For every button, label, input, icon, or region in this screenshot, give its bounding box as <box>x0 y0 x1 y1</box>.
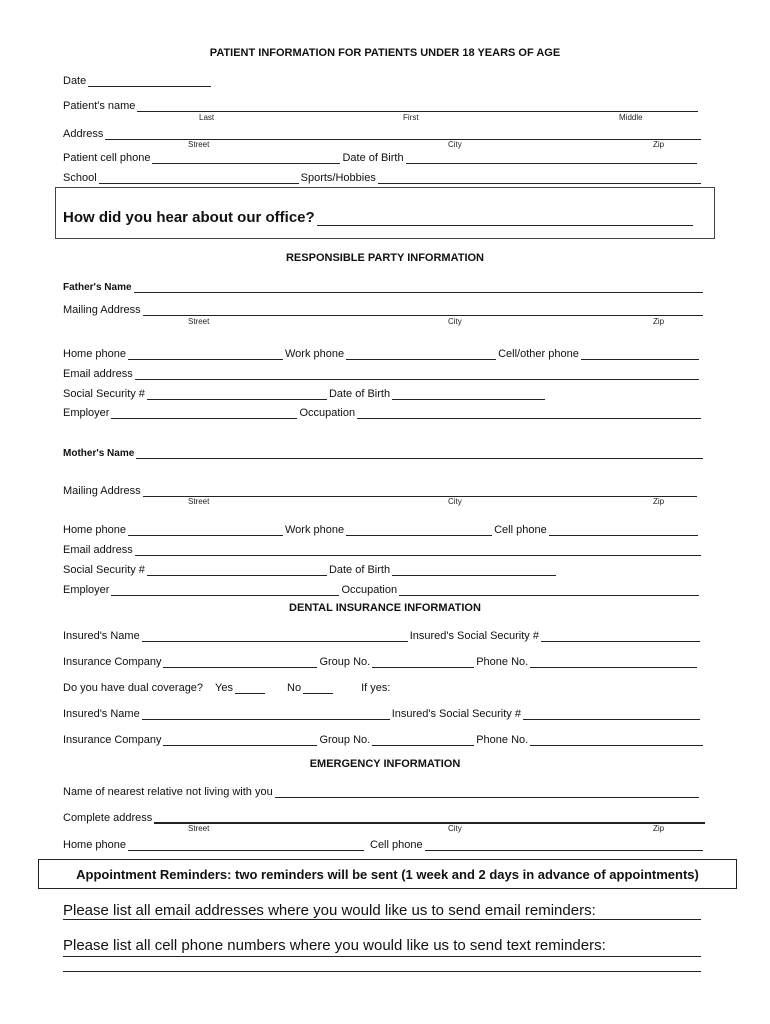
form-title: PATIENT INFORMATION FOR PATIENTS UNDER 18 YEARS OF AGE <box>209 47 561 59</box>
father-street-sublabel: Street <box>188 317 210 326</box>
mother-employer-row <box>63 582 701 596</box>
city-sublabel: City <box>448 140 462 149</box>
address-label: Address <box>63 128 104 140</box>
father-occupation-field[interactable] <box>357 407 701 419</box>
email-reminders-field-1[interactable] <box>63 919 701 920</box>
phone-no2-label: Phone No. <box>476 734 529 746</box>
insured1-ssn-field[interactable] <box>541 630 700 642</box>
father-name-row <box>63 279 705 293</box>
mother-mailing-row <box>63 483 699 497</box>
insured1-ssn-label: Insured's Social Security # <box>409 630 539 642</box>
mother-name-row <box>63 445 705 459</box>
insured2-name-label: Insured's Name <box>63 708 140 720</box>
group-no2-field[interactable] <box>372 734 474 746</box>
father-zip-sublabel: Zip <box>653 317 665 326</box>
ins-company2-row <box>63 732 705 746</box>
father-phones-row <box>63 346 701 360</box>
relative-label: Name of nearest relative not living with you <box>63 786 273 798</box>
school-field[interactable] <box>99 172 299 184</box>
father-cell-label: Cell/other phone <box>498 348 579 360</box>
referral-row <box>63 209 695 226</box>
responsible-heading: RESPONSIBLE PARTY INFORMATION <box>285 252 484 264</box>
patient-cell-row <box>63 150 699 164</box>
father-ssn-field[interactable] <box>147 388 327 400</box>
mother-name-label: Mother's Name <box>63 448 135 459</box>
ins-company1-row <box>63 654 699 668</box>
patient-cell-field[interactable] <box>152 152 340 164</box>
father-mailing-label: Mailing Address <box>63 304 141 316</box>
relative-row <box>63 784 701 798</box>
text-reminders-label: Please list all cell phone numbers where you would like us to send text reminders: <box>63 937 606 954</box>
ins-company2-label: Insurance Company <box>63 734 162 746</box>
mother-name-field[interactable] <box>136 447 703 459</box>
ins-company1-field[interactable] <box>163 656 317 668</box>
father-work-phone-field[interactable] <box>346 348 496 360</box>
mother-city-sublabel: City <box>448 497 462 506</box>
father-employer-label: Employer <box>63 407 110 419</box>
email-reminders-label: Please list all email addresses where you would like us to send email reminders: <box>63 902 596 919</box>
reminders-label: Appointment Reminders: two reminders will be sent (1 week and 2 days in advance of appointments) <box>76 866 699 882</box>
dual-no-field[interactable] <box>303 682 333 694</box>
mother-street-sublabel: Street <box>188 497 210 506</box>
group-no1-field[interactable] <box>372 656 474 668</box>
father-dob-label: Date of Birth <box>328 388 391 400</box>
mother-employer-label: Employer <box>63 584 110 596</box>
relative-field[interactable] <box>275 786 699 798</box>
ins-company1-label: Insurance Company <box>63 656 162 668</box>
date-field[interactable] <box>88 75 211 87</box>
date-row <box>63 73 213 87</box>
father-ssn-label: Social Security # <box>63 388 145 400</box>
text-reminders-field-2[interactable] <box>63 971 701 972</box>
father-mailing-field[interactable] <box>143 304 703 316</box>
emergency-cell-label: Cell phone <box>370 839 423 851</box>
address-row <box>63 126 703 140</box>
date-label: Date <box>63 75 87 87</box>
mother-ssn-label: Social Security # <box>63 564 145 576</box>
ins-company2-field[interactable] <box>163 734 317 746</box>
emergency-heading: EMERGENCY INFORMATION <box>309 758 461 770</box>
insured2-ssn-field[interactable] <box>523 708 700 720</box>
mother-phones-row <box>63 522 700 536</box>
father-home-phone-label: Home phone <box>63 348 126 360</box>
mother-dob-field[interactable] <box>392 564 556 576</box>
mother-email-label: Email address <box>63 544 133 556</box>
patient-dob-label: Date of Birth <box>342 152 404 164</box>
group-no2-label: Group No. <box>319 734 371 746</box>
father-name-field[interactable] <box>134 281 703 293</box>
text-reminders-field-1[interactable] <box>63 956 701 957</box>
mother-home-phone-field[interactable] <box>128 524 283 536</box>
mother-employer-field[interactable] <box>111 584 339 596</box>
sports-field[interactable] <box>378 172 701 184</box>
emergency-phones-row <box>63 837 705 851</box>
mother-email-row <box>63 542 703 556</box>
emergency-zip-sublabel: Zip <box>653 824 665 833</box>
father-name-label: Father's Name <box>63 282 132 293</box>
father-occupation-label: Occupation <box>299 407 356 419</box>
mother-mailing-label: Mailing Address <box>63 485 141 497</box>
mother-dob-label: Date of Birth <box>328 564 391 576</box>
zip-sublabel: Zip <box>653 140 665 149</box>
insured1-name-label: Insured's Name <box>63 630 140 642</box>
phone-no2-field[interactable] <box>530 734 703 746</box>
mother-occupation-label: Occupation <box>341 584 398 596</box>
reminders-box <box>38 859 737 889</box>
mother-email-field[interactable] <box>135 544 701 556</box>
address-field[interactable] <box>105 128 701 140</box>
father-employer-row <box>63 405 703 419</box>
mother-mailing-field[interactable] <box>143 485 697 497</box>
father-cell-field[interactable] <box>581 348 699 360</box>
emergency-home-phone-label: Home phone <box>63 839 126 851</box>
father-ssn-row <box>63 386 547 400</box>
insured1-name-field[interactable] <box>142 630 408 642</box>
if-yes-label: If yes: <box>361 682 391 694</box>
phone-no1-field[interactable] <box>530 656 697 668</box>
referral-field[interactable] <box>317 211 693 226</box>
patient-name-field[interactable] <box>137 100 698 112</box>
dual-no-label: No <box>287 682 302 694</box>
patient-name-row <box>63 98 700 112</box>
mother-work-phone-field[interactable] <box>346 524 492 536</box>
father-work-phone-label: Work phone <box>285 348 345 360</box>
emergency-home-phone-field[interactable] <box>128 839 364 851</box>
insured2-name-field[interactable] <box>142 708 390 720</box>
patient-cell-label: Patient cell phone <box>63 152 151 164</box>
dental-heading: DENTAL INSURANCE INFORMATION <box>289 602 481 614</box>
patient-dob-field[interactable] <box>406 152 697 164</box>
father-email-row <box>63 366 701 380</box>
dual-coverage-label: Do you have dual coverage? <box>63 682 204 694</box>
mother-ssn-row <box>63 562 558 576</box>
father-email-field[interactable] <box>135 368 699 380</box>
father-dob-field[interactable] <box>392 388 545 400</box>
group-no1-label: Group No. <box>319 656 371 668</box>
father-email-label: Email address <box>63 368 133 380</box>
dual-coverage-row <box>63 680 413 694</box>
father-city-sublabel: City <box>448 317 462 326</box>
insured2-ssn-label: Insured's Social Security # <box>391 708 521 720</box>
referral-label: How did you hear about our office? <box>63 209 315 226</box>
patient-name-label: Patient's name <box>63 100 136 112</box>
last-sublabel: Last <box>199 113 215 122</box>
father-mailing-row <box>63 302 705 316</box>
mother-cell-label: Cell phone <box>494 524 547 536</box>
middle-sublabel: Middle <box>619 113 643 122</box>
father-employer-field[interactable] <box>111 407 297 419</box>
mother-occupation-field[interactable] <box>399 584 699 596</box>
dual-yes-label: Yes <box>215 682 233 694</box>
mother-cell-field[interactable] <box>549 524 698 536</box>
phone-no1-label: Phone No. <box>476 656 529 668</box>
mother-home-phone-label: Home phone <box>63 524 126 536</box>
school-row <box>63 170 703 184</box>
father-home-phone-field[interactable] <box>128 348 283 360</box>
mother-work-phone-label: Work phone <box>285 524 345 536</box>
complete-address-label: Complete address <box>63 812 153 824</box>
mother-ssn-field[interactable] <box>147 564 327 576</box>
first-sublabel: First <box>403 113 419 122</box>
emergency-street-sublabel: Street <box>188 824 210 833</box>
emergency-cell-field[interactable] <box>425 839 703 851</box>
insured1-row <box>63 628 702 642</box>
school-label: School <box>63 172 97 184</box>
dual-yes-field[interactable] <box>235 682 265 694</box>
insured2-row <box>63 706 702 720</box>
street-sublabel: Street <box>188 140 210 149</box>
complete-address-field[interactable] <box>154 811 705 824</box>
sports-label: Sports/Hobbies <box>300 172 376 184</box>
complete-address-row <box>63 810 707 824</box>
mother-zip-sublabel: Zip <box>653 497 665 506</box>
emergency-city-sublabel: City <box>448 824 462 833</box>
